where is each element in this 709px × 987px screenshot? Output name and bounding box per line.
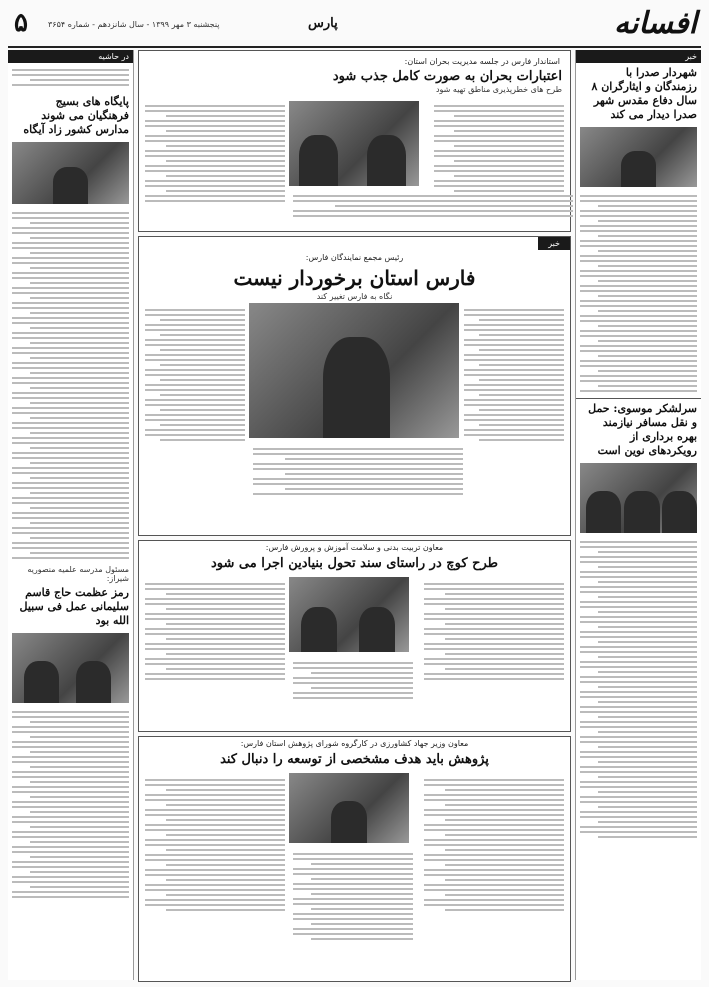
top-story-photo [289, 101, 419, 186]
center-story-kicker: رئیس مجمع نمایندگان فارس: [305, 253, 404, 262]
left-photo [12, 142, 129, 204]
fourth-story-photo [289, 773, 409, 843]
center-story-tag: خبر [538, 237, 570, 250]
center-story-body-2 [141, 303, 249, 447]
newspaper-logo: افسانه [613, 6, 697, 41]
third-story [138, 540, 571, 732]
left-headline: پایگاه های بسیج فرهنگیان می شوند مدارس کشور زاد آیگاه [23, 95, 129, 136]
left-headline-2: رمز عظمت حاج قاسم سلیمانی عمل فی سبیل الله بود [19, 586, 129, 627]
center-story [138, 236, 571, 536]
left-photo-2 [12, 633, 129, 703]
fourth-story-kicker: معاون وزیر جهاد کشاورزی در کارگروه شورای پژوهش استان فارس: [240, 739, 469, 748]
top-story [138, 50, 571, 232]
center-story-body-3 [249, 442, 467, 501]
top-story-subhead: طرح های خطرپذیری مناطق تهیه شود [435, 85, 562, 94]
third-story-kicker: معاون تربیت بدنی و سلامت آموزش و پرورش فارس: [265, 543, 444, 552]
center-story-body-1 [460, 303, 568, 447]
center-story-subhead: نگاه به فارس تغییر کند [316, 292, 393, 301]
right-headline: شهردار صدرا با رزمندگان و ایثارگران ۸ سال دفاع مقدس شهر صدرا دیدار می کند [591, 66, 697, 121]
left-column [8, 50, 134, 980]
section-title: پارس [308, 16, 338, 31]
third-story-body-3 [289, 656, 417, 705]
meeting-photo-right [580, 463, 697, 533]
third-story-photo [289, 577, 409, 652]
fourth-story-body-2 [141, 773, 289, 917]
left-article-body-2 [8, 206, 133, 565]
right-column [575, 50, 701, 980]
top-story-body-3 [289, 189, 577, 223]
fourth-story [138, 736, 571, 982]
left-article-body [8, 63, 133, 92]
fourth-story-headline: پژوهش باید هدف مشخصی از توسعه را دنبال کند [220, 752, 489, 767]
third-story-headline: طرح کوچ در راستای سند تحول بنیادین اجرا می شود [210, 556, 498, 571]
mayor-photo [580, 127, 697, 187]
fourth-story-body-1 [420, 773, 568, 917]
right-headline-2: سرلشکر موسوی: حمل و نقل مسافر نیازمند بهره برداری از رویکردهای نوین است [576, 398, 701, 461]
center-story-headline: فارس استان برخوردار نیست [233, 266, 476, 290]
page-header [8, 6, 701, 48]
third-story-body-1 [420, 577, 568, 686]
center-story-photo [249, 303, 459, 438]
right-column-tag: خبر [576, 50, 701, 63]
left-article-body-3 [8, 705, 133, 904]
top-story-body-2 [141, 99, 289, 208]
right-article-body [576, 189, 701, 398]
main-content [138, 50, 571, 980]
right-article-body-2 [576, 535, 701, 844]
third-story-body-2 [141, 577, 289, 686]
page-number: ۵ [14, 8, 28, 38]
left-column-tag: در حاشیه [8, 50, 133, 63]
top-story-kicker: استاندار فارس در جلسه مدیریت بحران استان: [404, 57, 560, 66]
fourth-story-body-3 [289, 847, 417, 946]
dateline: پنجشنبه ۳ مهر ۱۳۹۹ - سال شانزدهم - شماره ۳۶۵۴ [48, 20, 220, 29]
left-kicker-2: مسئول مدرسه علمیه منصوریه شیراز: [27, 565, 129, 583]
top-story-headline: اعتبارات بحران به صورت کامل جذب شود [332, 69, 562, 84]
